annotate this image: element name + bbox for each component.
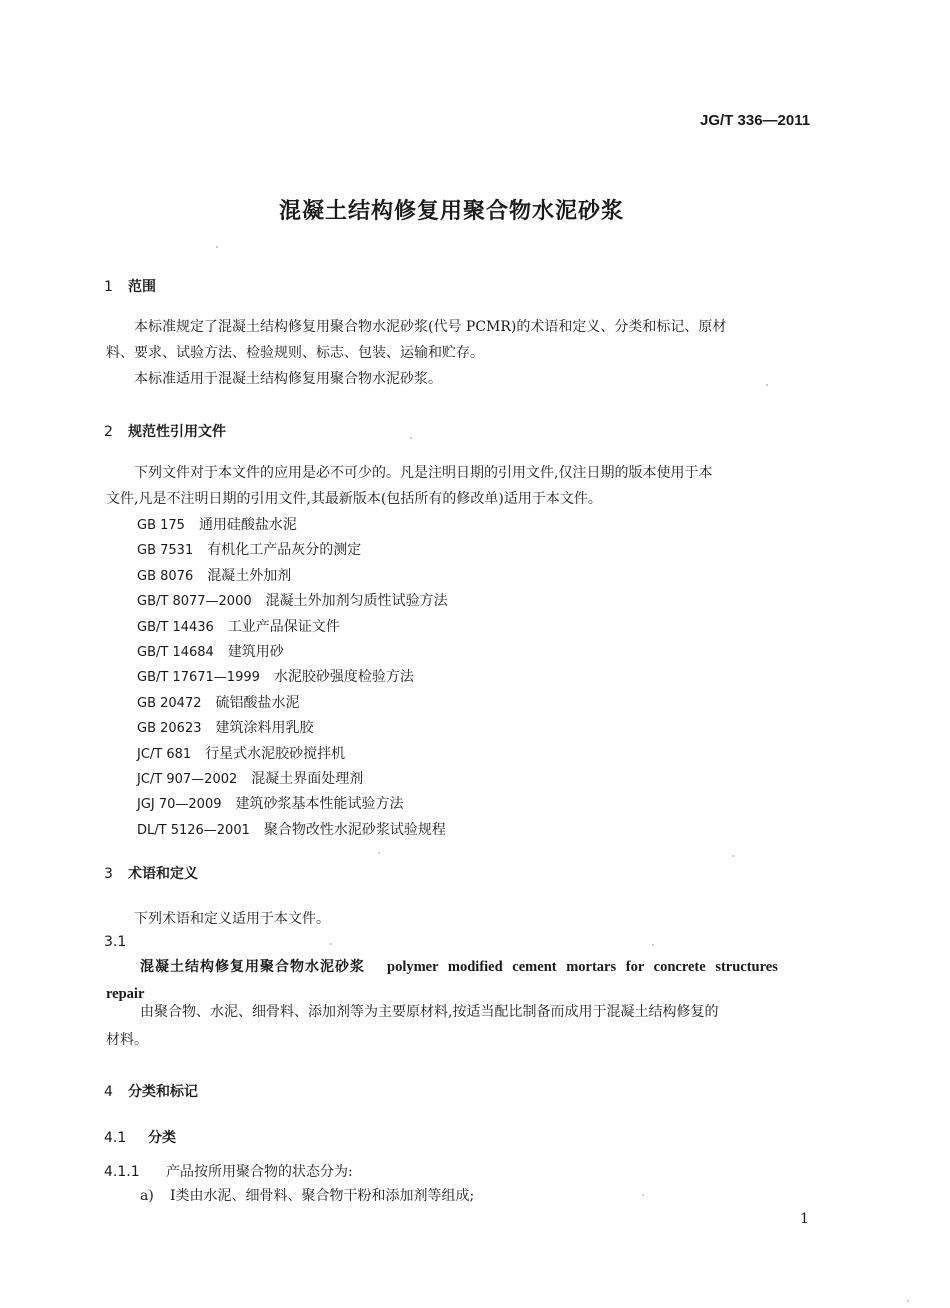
section-1-heading	[104, 276, 156, 296]
scan-speck	[907, 1300, 909, 1302]
clause-number: 4.1.1	[104, 1164, 140, 1180]
reference-code: JGJ 70—2009	[137, 797, 222, 813]
paragraph-line: 本标准规定了混凝土结构修复用聚合物水泥砂浆(代号 PCMR)的术语和定义、分类和标记、原材	[134, 319, 727, 335]
paragraph-line: 文件,凡是不注明日期的引用文件,其最新版本(包括所有的修改单)适用于本文件。	[106, 491, 602, 507]
reference-code: GB/T 17671—1999	[137, 670, 260, 686]
section-4-heading	[104, 1081, 198, 1101]
reference-item	[137, 767, 448, 792]
reference-name: 聚合物改性水泥砂浆试验规程	[263, 821, 446, 838]
reference-code: GB 175	[137, 518, 185, 533]
reference-item	[137, 742, 448, 767]
section-3-heading	[104, 863, 198, 883]
scan-speck	[652, 944, 654, 946]
reference-item	[137, 513, 448, 538]
scan-speck	[642, 1194, 644, 1196]
paragraph-line: 料、要求、试验方法、检验规则、标志、包装、运输和贮存。	[106, 345, 484, 361]
reference-item	[137, 538, 448, 563]
paragraph-line: 下列术语和定义适用于本文件。	[134, 911, 330, 927]
page-title: 混凝土结构修复用聚合物水泥砂浆	[279, 199, 625, 224]
section-title: 术语和定义	[128, 866, 198, 882]
reference-code: GB 20623	[137, 721, 202, 737]
reference-name: 行星式水泥胶砂搅拌机	[205, 745, 346, 762]
standard-number: JG/T 336—2011	[700, 112, 811, 129]
reference-name: 混凝土外加剂匀质性试验方法	[265, 593, 448, 610]
scan-speck	[216, 246, 218, 248]
reference-name: 建筑涂料用乳胶	[215, 720, 314, 737]
reference-item	[137, 589, 448, 614]
reference-item	[137, 818, 448, 843]
reference-name: 硫铝酸盐水泥	[215, 694, 300, 711]
section-2-heading	[104, 421, 226, 441]
reference-name: 混凝土界面处理剂	[251, 771, 364, 788]
page-number: 1	[800, 1211, 809, 1227]
reference-item	[137, 564, 448, 589]
reference-item	[137, 665, 448, 690]
definition-line: 材料。	[106, 1032, 148, 1048]
section-number: 3	[104, 866, 113, 882]
paragraph-line: 本标准适用于混凝土结构修复用聚合物水泥砂浆。	[134, 371, 442, 387]
reference-list	[137, 513, 448, 843]
reference-name: 建筑砂浆基本性能试验方法	[235, 796, 404, 813]
reference-code: DL/T 5126—2001	[137, 822, 250, 838]
reference-name: 混凝土外加剂	[207, 567, 292, 584]
reference-code: GB 20472	[137, 695, 202, 711]
reference-item	[137, 691, 448, 716]
term-english: polymer modified cement mortars for concrete structures	[387, 959, 778, 975]
subsection-title: 分类	[148, 1130, 176, 1146]
subsection-number: 4.1	[104, 1130, 127, 1146]
reference-name: 工业产品保证文件	[227, 618, 340, 635]
reference-code: JC/T 681	[137, 746, 192, 762]
list-item-text: Ⅰ类由水泥、细骨料、聚合物干粉和添加剂等组成;	[170, 1188, 475, 1204]
reference-name: 通用硅酸盐水泥	[198, 517, 297, 533]
term-chinese: 混凝土结构修复用聚合物水泥砂浆	[140, 959, 365, 975]
scan-speck	[330, 943, 332, 945]
term-line	[140, 955, 778, 979]
reference-item	[137, 716, 448, 741]
scan-speck	[732, 855, 734, 857]
scan-speck	[410, 437, 412, 439]
clause-text: 产品按所用聚合物的状态分为:	[166, 1164, 353, 1180]
reference-item	[137, 640, 448, 665]
section-number: 1	[104, 279, 113, 295]
term-number: 3.1	[104, 934, 127, 950]
reference-code: GB/T 14684	[137, 645, 214, 661]
scan-speck	[766, 384, 768, 386]
section-title: 规范性引用文件	[128, 424, 226, 440]
reference-item	[137, 615, 448, 640]
section-title: 范围	[128, 279, 156, 295]
subsection-4-1-heading	[104, 1127, 176, 1147]
reference-code: GB 7531	[137, 543, 194, 559]
list-marker: a)	[140, 1188, 154, 1204]
reference-name: 有机化工产品灰分的测定	[207, 542, 362, 559]
reference-code: JC/T 907—2002	[137, 772, 238, 788]
reference-code: GB/T 14436	[137, 619, 214, 635]
scan-speck	[378, 852, 380, 854]
reference-name: 建筑用砂	[227, 644, 284, 661]
reference-code: GB/T 8077—2000	[137, 594, 252, 610]
definition-line: 由聚合物、水泥、细骨料、添加剂等为主要原材料,按适当配比制备而成用于混凝土结构修复的	[140, 1004, 719, 1020]
term-english-continued: repair	[106, 986, 145, 1002]
clause-4-1-1	[104, 1160, 353, 1184]
section-number: 2	[104, 424, 113, 440]
list-item	[140, 1184, 474, 1208]
reference-item	[137, 792, 448, 817]
section-title: 分类和标记	[128, 1084, 198, 1100]
reference-name: 水泥胶砂强度检验方法	[273, 669, 414, 686]
section-number: 4	[104, 1084, 113, 1100]
reference-code: GB 8076	[137, 568, 194, 584]
paragraph-line: 下列文件对于本文件的应用是必不可少的。凡是注明日期的引用文件,仅注日期的版本使用于本	[134, 465, 713, 481]
